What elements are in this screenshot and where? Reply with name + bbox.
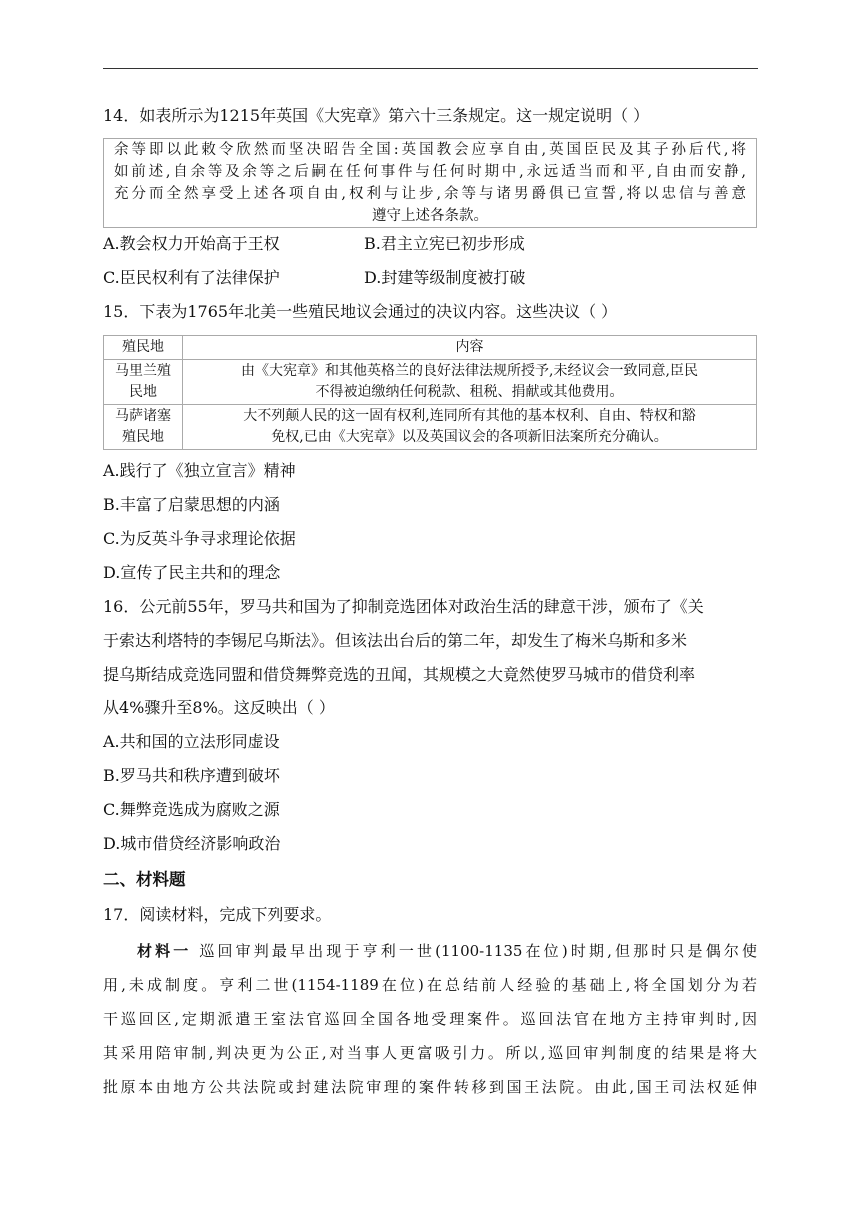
- table-header-cell: 殖民地: [104, 336, 183, 360]
- q16-stem-line: 从4%骤升至8%。这反映出（ ）: [103, 698, 335, 717]
- q14-option-b[interactable]: B.君主立宪已初步形成: [364, 234, 525, 253]
- cell-line: 由《大宪章》和其他英格兰的良好法律法规所授予,未经议会一致同意,臣民: [241, 363, 698, 379]
- header-rule: [103, 68, 758, 69]
- material-line: [103, 934, 757, 968]
- q17-material: [103, 934, 757, 1104]
- cell-line: 马里兰殖: [115, 363, 171, 379]
- q15-option-d[interactable]: D.宣传了民主共和的理念: [103, 563, 281, 582]
- material-label: 材料一: [137, 942, 192, 960]
- table-row: [104, 405, 757, 450]
- material-text: 巡回审判最早出现于亨利一世(1100-1135在位)时期,但那时只是偶尔使: [191, 942, 757, 960]
- table-row: [104, 360, 757, 405]
- table-cell-content: [183, 405, 757, 450]
- material-line: 批原本由地方公共法院或封建法院审理的案件转移到国王法院。由此,国王司法权延伸: [103, 1078, 757, 1096]
- q17-stem: 17．阅读材料，完成下列要求。: [103, 905, 332, 924]
- cell-line: 马萨诸塞: [115, 408, 171, 424]
- cell-line: 免权,已由《大宪章》以及英国议会的各项新旧法案所充分确认。: [271, 429, 668, 445]
- q16-option-c[interactable]: C.舞弊竞选成为腐败之源: [103, 800, 280, 819]
- material-line: 干巡回区,定期派遣王室法官巡回全国各地受理案件。巡回法官在地方主持审判时,因: [103, 1010, 757, 1028]
- q16-option-b[interactable]: B.罗马共和秩序遭到破坏: [103, 766, 280, 785]
- q15-table: [103, 335, 757, 450]
- q14-option-a[interactable]: A.教会权力开始高于王权: [103, 234, 280, 253]
- q14-option-c[interactable]: C.臣民权利有了法律保护: [103, 268, 280, 287]
- cell-line: 不得被迫缴纳任何税款、租税、捐献或其他费用。: [315, 384, 624, 400]
- q14-quote-line: 如前述,自余等及余等之后嗣在任何事件与任何时期中,永远适当而和平,自由而安静,: [114, 164, 746, 180]
- cell-line: 大不列颠人民的这一固有权利,连同所有其他的基本权利、自由、特权和豁: [243, 408, 696, 424]
- table-cell-colony: [104, 360, 183, 405]
- q15-option-b[interactable]: B.丰富了启蒙思想的内涵: [103, 495, 280, 514]
- q16-stem-line: 提乌斯结成竞选同盟和借贷舞弊竞选的丑闻，其规模之大竟然使罗马城市的借贷利率: [103, 665, 696, 684]
- q14-quote-box: [103, 138, 757, 228]
- q16-stem-line: 于索达利塔特的李锡尼乌斯法》。但该法出台后的第二年，却发生了梅米乌斯和多米: [103, 631, 688, 650]
- q16-option-a[interactable]: A.共和国的立法形同虚设: [103, 732, 280, 751]
- table-cell-content: [183, 360, 757, 405]
- table-cell-colony: [104, 405, 183, 450]
- q16-option-d[interactable]: D.城市借贷经济影响政治: [103, 834, 281, 853]
- q16-stem-line: 16．公元前55年，罗马共和国为了抑制竞选团体对政治生活的肆意干涉，颁布了《关: [103, 597, 704, 616]
- cell-line: 民地: [129, 384, 157, 400]
- q14-quote-line: 充分而全然享受上述各项自由,权利与让步,余等与诸男爵俱已宣誓,将以忠信与善意: [114, 186, 746, 202]
- cell-line: 殖民地: [122, 429, 164, 445]
- q14-quote-line: 余等即以此敕令欣然而坚决昭告全国:英国教会应享自由,英国臣民及其子孙后代,将: [114, 142, 746, 158]
- q15-stem: 15．下表为1765年北美一些殖民地议会通过的决议内容。这些决议（ ）: [103, 302, 618, 321]
- q15-option-c[interactable]: C.为反英斗争寻求理论依据: [103, 529, 296, 548]
- table-header-cell: 内容: [183, 336, 757, 360]
- material-line: 其采用陪审制,判决更为公正,对当事人更富吸引力。所以,巡回审判制度的结果是将大: [103, 1044, 757, 1062]
- q14-quote-line: 遵守上述各条款。: [372, 208, 488, 224]
- table-header-row: [104, 336, 757, 360]
- section-heading: 二、材料题: [103, 870, 186, 889]
- material-line: 用,未成制度。亨利二世(1154-1189在位)在总结前人经验的基础上,将全国划分为若: [103, 976, 757, 994]
- q15-option-a[interactable]: A.践行了《独立宣言》精神: [103, 461, 296, 480]
- q14-stem: 14．如表所示为1215年英国《大宪章》第六十三条规定。这一规定说明（ ）: [103, 106, 650, 125]
- q14-option-d[interactable]: D.封建等级制度被打破: [364, 268, 526, 287]
